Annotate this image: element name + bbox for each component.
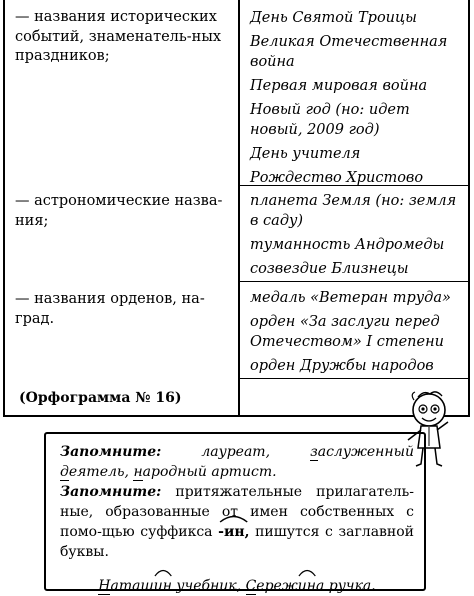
example-item: Великая Отечественная война <box>250 34 448 70</box>
example-item: Первая мировая война <box>250 78 428 94</box>
examples-orders-awards <box>250 288 465 380</box>
examples-astronomical <box>250 191 465 283</box>
example-item: созвездие Близнецы <box>250 261 409 277</box>
example-item: День Святой Троицы <box>250 10 417 26</box>
example-item: Новый год (но: идет новый, 2009 год) <box>250 102 410 138</box>
example-item: медаль «Ветеран труда» <box>250 290 451 306</box>
rules-table <box>3 0 470 417</box>
note-paragraph-2: Запомните: притяжательные прилагатель-ные, образованные от имен собственных с помо-щью суффикса -ин, пишутся с заглавной буквы. <box>60 484 415 560</box>
column-divider <box>238 0 240 415</box>
example-item: туманность Андромеды <box>250 237 445 253</box>
suffix-in: -ин, <box>218 522 249 542</box>
example-item: планета Земля (но: земля в саду) <box>250 193 457 229</box>
note-label: Запомните <box>60 484 157 500</box>
note-example-line: Наташ ин учебник, Сереж ина ручка. <box>60 576 414 596</box>
note-example-words: лауреат, заслуженный деятель, народный артист. <box>60 444 415 480</box>
example-item: орден Дружбы народов <box>250 358 434 374</box>
category-orders-awards: — названия орденов, на-град. <box>15 291 205 327</box>
note-label: Запомните <box>60 444 157 460</box>
category-historical-events: — названия исторических событий, знаменатель-ных праздников; <box>15 9 222 64</box>
spelling-rule-reference: (Орфограмма № 16) <box>19 390 182 406</box>
remember-note-box <box>44 432 426 594</box>
category-astronomical: — астрономические назва-ния; <box>15 193 223 229</box>
example-item: Рождество Христово <box>250 170 424 186</box>
example-item: орден «За заслуги перед Отечеством» I степени <box>250 314 444 350</box>
examples-historical-events <box>250 8 465 192</box>
example-item: День учителя <box>250 146 361 162</box>
note-paragraph-1: Запомните: лауреат, заслуженный деятель, народный артист. <box>60 444 415 480</box>
